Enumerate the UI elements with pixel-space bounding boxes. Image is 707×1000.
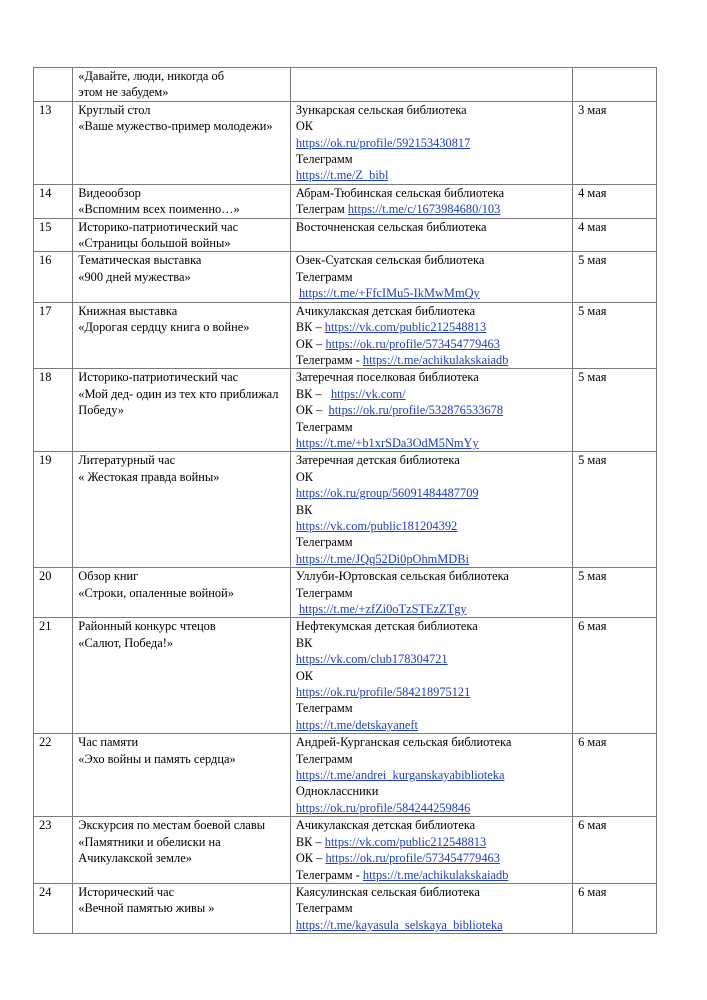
link-label: ВК – — [295, 386, 331, 401]
event-type: Обзор книг — [78, 569, 139, 584]
event-title: «Вечной памятью живы » — [78, 901, 215, 916]
library-line — [296, 452, 569, 468]
cell-event — [73, 734, 291, 817]
cell-event — [73, 68, 291, 102]
table-row — [34, 452, 657, 568]
library-line — [296, 252, 569, 268]
event-type: Литературный час — [78, 453, 176, 468]
library-line — [296, 419, 569, 435]
library-link[interactable]: https://ok.ru/profile/584244259846 — [295, 800, 471, 815]
cell-number: 15 — [34, 218, 73, 252]
library-line — [296, 534, 569, 550]
cell-event — [73, 184, 291, 218]
library-line — [296, 167, 569, 183]
library-name: Затеречная поселковая библиотека — [295, 370, 479, 385]
event-type: Круглый стол — [78, 102, 151, 117]
library-line — [296, 518, 569, 534]
library-line — [296, 601, 569, 617]
library-link[interactable]: https://vk.com/public212548813 — [324, 834, 487, 849]
link-label: Телеграмм — [295, 419, 353, 434]
cell-event — [73, 883, 291, 933]
link-label: Телеграмм — [295, 585, 353, 600]
cell-number: 21 — [34, 618, 73, 734]
link-label: Телеграмм — [295, 751, 353, 766]
cell-date: 5 мая — [573, 568, 657, 618]
library-line — [296, 303, 569, 319]
event-line: этом не забудем» — [78, 85, 169, 100]
cell-number: 17 — [34, 302, 73, 369]
library-line — [296, 352, 569, 368]
library-line — [296, 635, 569, 651]
cell-library — [290, 369, 572, 452]
library-line — [296, 102, 569, 118]
library-name: Ачикулакская детская библиотека — [295, 818, 476, 833]
library-link[interactable]: https://t.me/+zfZi0oTzSTEzZTgy — [298, 602, 467, 616]
cell-library — [290, 252, 572, 302]
library-link[interactable]: https://vk.com/ — [330, 386, 406, 401]
library-line — [296, 568, 569, 584]
cell-date: 5 мая — [573, 252, 657, 302]
cell-date: 6 мая — [573, 618, 657, 734]
cell-library — [290, 184, 572, 218]
library-name: Абрам-Тюбинская сельская библиотека — [295, 185, 505, 200]
cell-event — [73, 218, 291, 252]
library-line — [296, 469, 569, 485]
library-link[interactable]: https://t.me/achikulakskaiadb — [362, 352, 509, 367]
cell-date: 4 мая — [573, 218, 657, 252]
library-line — [296, 700, 569, 716]
table-row — [34, 302, 657, 369]
event-type: Видеообзор — [78, 185, 141, 200]
library-link[interactable]: https://t.me/detskayaneft — [295, 717, 418, 732]
library-line — [296, 618, 569, 634]
cell-number: 20 — [34, 568, 73, 618]
link-label: Телеграм — [295, 202, 348, 217]
table-row — [34, 568, 657, 618]
event-type: Исторический час — [78, 884, 175, 899]
library-line — [296, 717, 569, 733]
cell-date: 6 мая — [573, 734, 657, 817]
event-title: «Страницы большой войны» — [78, 236, 231, 251]
cell-library — [290, 68, 572, 102]
cell-event — [73, 101, 291, 184]
library-link[interactable]: https://t.me/achikulakskaiadb — [362, 867, 509, 882]
table-row — [34, 184, 657, 218]
cell-event — [73, 568, 291, 618]
event-title: «Эхо войны и память сердца» — [78, 751, 236, 766]
library-line — [296, 867, 569, 883]
event-type: Историко-патриотический час — [78, 219, 239, 234]
event-title: «Строки, опаленные войной» — [78, 585, 234, 600]
event-type: Районный конкурс чтецов — [78, 619, 216, 634]
cell-date: 6 мая — [573, 883, 657, 933]
cell-library — [290, 218, 572, 252]
cell-number: 23 — [34, 817, 73, 884]
cell-date: 4 мая — [573, 184, 657, 218]
link-label: Телеграмм — [295, 535, 353, 550]
event-title: «Дорогая сердцу книга о войне» — [78, 320, 250, 335]
cell-number: 19 — [34, 452, 73, 568]
library-name: Каясулинская сельская библиотека — [295, 884, 480, 899]
library-link[interactable]: https://ok.ru/profile/592153430817 — [295, 135, 471, 150]
cell-number — [34, 68, 73, 102]
library-link[interactable]: https://t.me/kayasula_selskaya_biblioteka — [295, 917, 503, 932]
library-link[interactable]: https://ok.ru/profile/532876533678 — [328, 403, 504, 418]
library-link[interactable]: https://t.me/andrei_kurganskayabiblioteka — [295, 768, 505, 783]
link-label: Телеграмм — [295, 152, 353, 167]
link-label: ОК – — [295, 336, 326, 351]
event-type: Экскурсия по местам боевой славы — [78, 818, 266, 833]
events-table — [33, 67, 657, 934]
library-line — [296, 185, 569, 201]
library-name: Уллуби-Юртовская сельская библиотека — [295, 569, 509, 584]
library-link[interactable]: https://t.me/c/1673984680/103 — [347, 202, 501, 217]
cell-library — [290, 101, 572, 184]
link-label: ОК — [295, 668, 314, 683]
library-link[interactable]: https://t.me/Z_bibl — [295, 168, 389, 183]
library-line — [296, 402, 569, 418]
cell-number: 13 — [34, 101, 73, 184]
link-label: ОК — [295, 469, 314, 484]
library-link[interactable]: https://ok.ru/profile/584218975121 — [295, 685, 471, 700]
event-title: «Мой дед- один из тех кто приближал Победу» — [78, 386, 279, 418]
cell-date: 5 мая — [573, 302, 657, 369]
event-type: Тематическая выставка — [78, 253, 202, 268]
library-name: Затеречная детская библиотека — [295, 453, 460, 468]
event-title: «900 дней мужества» — [78, 269, 191, 284]
table-row — [34, 218, 657, 252]
link-label: Телеграмм — [295, 901, 353, 916]
library-link[interactable]: https://ok.ru/group/56091484487709 — [295, 486, 479, 501]
table-row — [34, 252, 657, 302]
event-title: «Памятники и обелиски на Ачикулакской земле» — [78, 834, 221, 866]
library-line — [296, 551, 569, 567]
library-link[interactable]: https://vk.com/public212548813 — [324, 320, 487, 335]
library-name: Зункарская сельская библиотека — [295, 102, 467, 117]
event-type: Историко-патриотический час — [78, 370, 239, 385]
link-label: ОК — [295, 119, 314, 134]
cell-event — [73, 302, 291, 369]
library-link[interactable]: https://vk.com/club178304721 — [295, 652, 448, 667]
library-line — [296, 800, 569, 816]
library-line — [296, 319, 569, 335]
library-name: Ачикулакская детская библиотека — [295, 303, 476, 318]
cell-number: 16 — [34, 252, 73, 302]
link-label: Телеграмм — [295, 701, 353, 716]
table-row — [34, 618, 657, 734]
event-title: «Вспомним всех поименно…» — [78, 202, 240, 217]
link-label: ВК — [295, 635, 313, 650]
table-row — [34, 369, 657, 452]
table-row — [34, 734, 657, 817]
library-link[interactable]: https://t.me/JQq52Di0pOhmMDBi — [295, 551, 469, 566]
cell-library — [290, 734, 572, 817]
link-label: Телеграмм - — [295, 867, 363, 882]
library-line — [296, 502, 569, 518]
cell-date: 5 мая — [573, 452, 657, 568]
event-line: «Давайте, люди, никогда об — [78, 69, 224, 83]
link-label: ВК — [295, 502, 313, 517]
link-label: ОК – — [295, 403, 329, 418]
cell-event — [73, 369, 291, 452]
cell-number: 24 — [34, 883, 73, 933]
library-line — [296, 668, 569, 684]
cell-library — [290, 618, 572, 734]
library-line — [296, 336, 569, 352]
library-line — [296, 734, 569, 750]
library-line — [296, 135, 569, 151]
library-name: Андрей-Курганская сельская библиотека — [295, 735, 512, 750]
link-label: Одноклассники — [295, 784, 379, 799]
library-link[interactable]: https://ok.ru/profile/573454779463 — [325, 336, 500, 351]
event-title: «Ваше мужество-пример молодежи» — [78, 119, 273, 134]
library-line — [296, 884, 569, 900]
library-link[interactable]: https://vk.com/public181204392 — [295, 518, 458, 533]
library-line — [296, 219, 569, 235]
library-line — [296, 651, 569, 667]
cell-library — [290, 817, 572, 884]
library-line — [296, 684, 569, 700]
cell-library — [290, 883, 572, 933]
library-line — [296, 386, 569, 402]
cell-date — [573, 68, 657, 102]
library-line — [296, 269, 569, 285]
link-label: ВК – — [295, 320, 325, 335]
cell-library — [290, 302, 572, 369]
library-line — [296, 118, 569, 134]
table-row — [34, 883, 657, 933]
cell-event — [73, 817, 291, 884]
library-line — [296, 585, 569, 601]
library-line — [296, 900, 569, 916]
link-label: ОК – — [295, 851, 326, 866]
cell-library — [290, 452, 572, 568]
cell-date: 5 мая — [573, 369, 657, 452]
event-title: «Салют, Победа!» — [78, 635, 174, 650]
table-row-continued — [34, 68, 657, 102]
cell-library — [290, 568, 572, 618]
library-line — [296, 834, 569, 850]
library-line — [296, 751, 569, 767]
library-line — [296, 485, 569, 501]
library-line — [296, 201, 569, 217]
cell-number: 14 — [34, 184, 73, 218]
library-line — [296, 767, 569, 783]
library-line — [296, 817, 569, 833]
cell-event — [73, 452, 291, 568]
event-type: Час памяти — [78, 735, 139, 750]
library-line — [296, 783, 569, 799]
cell-date: 6 мая — [573, 817, 657, 884]
cell-event — [73, 618, 291, 734]
cell-number: 18 — [34, 369, 73, 452]
library-line — [296, 850, 569, 866]
events-table-body — [34, 68, 657, 934]
link-label: Телеграмм - — [295, 352, 363, 367]
library-name: Озек-Суатская сельская библиотека — [295, 253, 485, 268]
event-type: Книжная выставка — [78, 303, 178, 318]
library-name: Восточненская сельская библиотека — [295, 219, 487, 234]
cell-event — [73, 252, 291, 302]
library-line — [296, 369, 569, 385]
library-line — [296, 285, 569, 301]
link-label: Телеграмм — [295, 269, 353, 284]
cell-date: 3 мая — [573, 101, 657, 184]
library-link[interactable]: https://ok.ru/profile/573454779463 — [325, 851, 500, 866]
event-title: « Жестокая правда войны» — [78, 469, 220, 484]
link-label: ВК – — [295, 834, 325, 849]
table-row — [34, 101, 657, 184]
library-name: Нефтекумская детская библиотека — [295, 619, 478, 634]
library-line — [296, 151, 569, 167]
library-link[interactable]: https://t.me/+b1xrSDa3OdM5NmYy — [295, 435, 479, 450]
library-line — [296, 435, 569, 451]
library-link[interactable]: https://t.me/+FfcIMu5-IkMwMmQy — [298, 286, 480, 301]
table-row — [34, 817, 657, 884]
library-line — [296, 917, 569, 933]
cell-number: 22 — [34, 734, 73, 817]
